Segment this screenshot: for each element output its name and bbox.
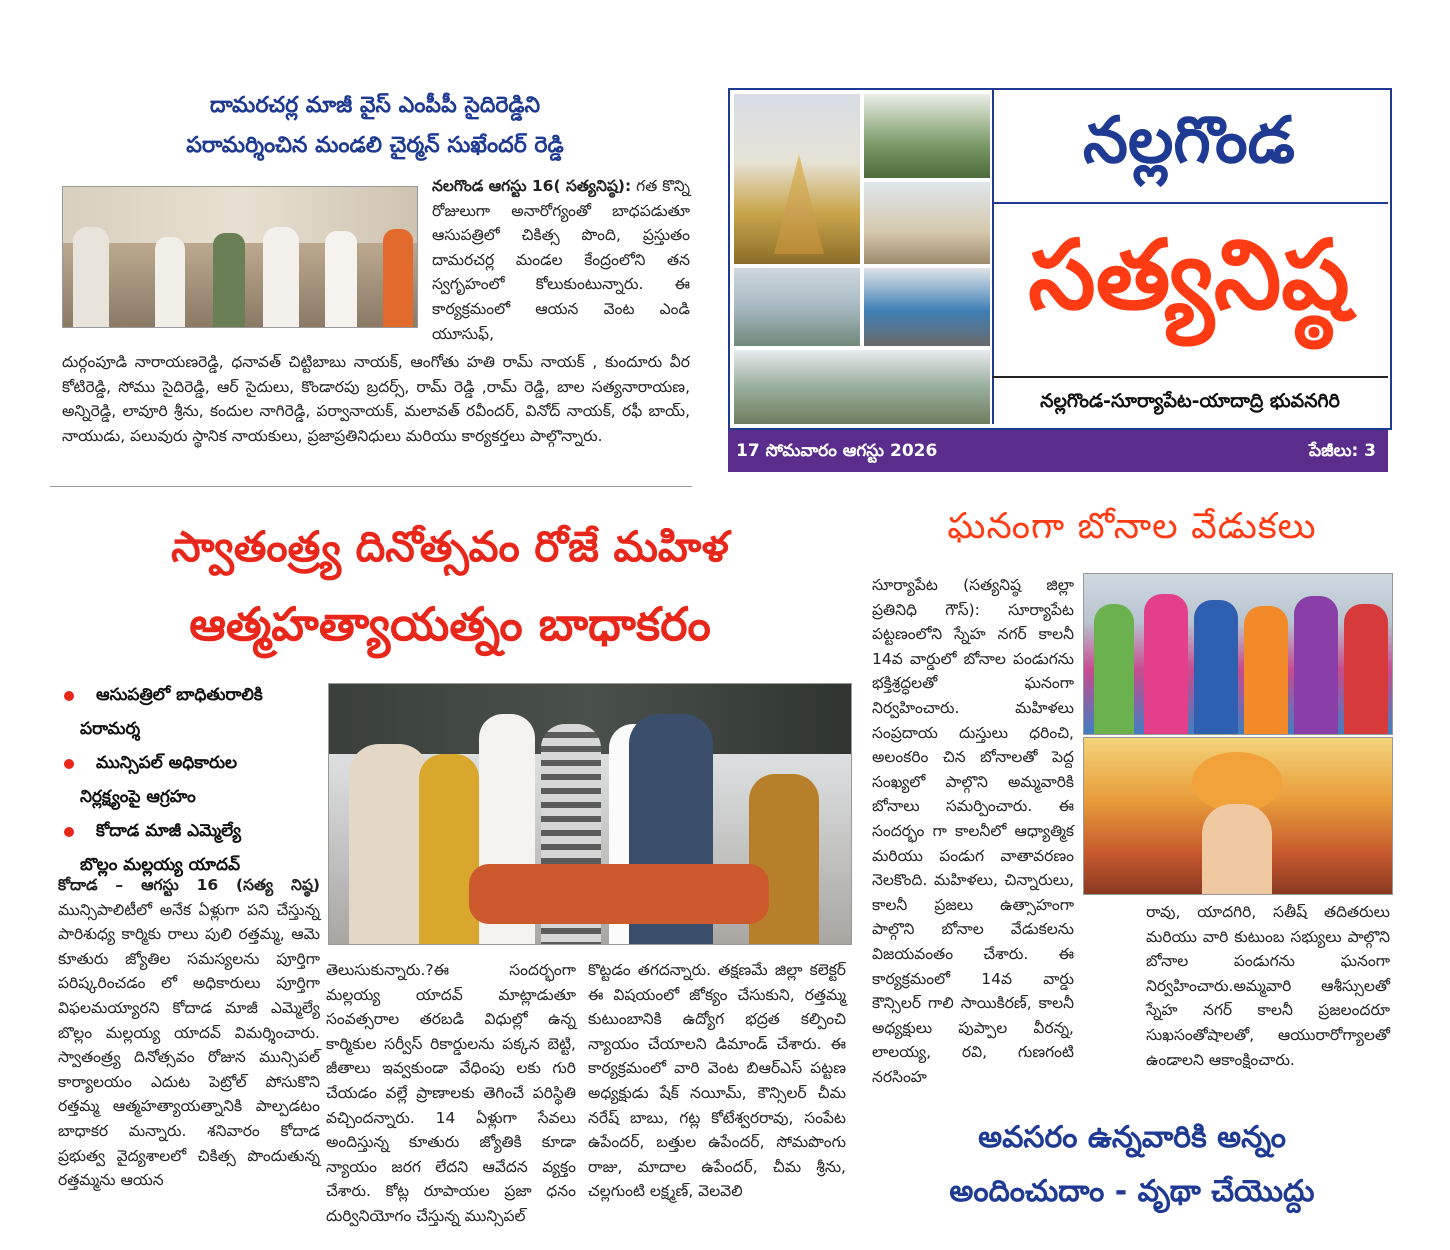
story3-photo-bottom xyxy=(1083,737,1393,895)
story2-bullet-1: ఆసుపత్రిలో బాధితురాలికి పరామర్శ xyxy=(96,678,316,746)
story1-text-narrow xyxy=(432,174,690,346)
story2-col1-text: మున్సిపాలిటీలో అనేక ఏళ్లుగా పని చేస్తున్న పారిశుధ్య కార్మికు రాలు పులి రత్తమ్మ, ఆమె కూతురు జ్యోతిల సమస్యలను పూర్తిగా పరిష్కరించడం లో అధికారులు పూర్తిగా విఫలమయ్యారని కోదాడ మాజీ ఎమ్మెల్యే బొల్లం మల్లయ్య యాదవ్ విమర్శించారు. స్వాతంత్ర్య దినోత్సవం రోజున మున్సిపల్ కార్యాలయం ఎదుట పెట్రోల్ పోసుకొని రత్తమ్మ ఆత్మహత్యాయత్నానికి పాల్పడటం బాధాకర మన్నారు. శనివారం కోదాడ ప్రభుత్వ వైద్యశాలలో చికిత్స పొందుతున్న రత్తమ్మను ఆయన xyxy=(58,900,320,1190)
story1-headline-line1: దామరచర్ల మాజీ వైస్ ఎంపీపీ సైదిరెడ్డిని xyxy=(209,93,541,118)
masthead-districts: నల్లగొండ-సూర్యాపేట-యాదాద్రి భువనగిరి xyxy=(992,376,1388,424)
story2-col3: కొట్టడం తగదన్నారు. తక్షణమే జిల్లా కలెక్టర్ ఈ విషయంలో జోక్యం చేసుకుని, రత్తమ్మ కుటుంబానికి ఉద్యోగ భద్రత కల్పించి న్యాయం చేయాలని డిమాండ్ చేశారు. ఈ కార్యక్రమంలో వారి వెంట బిఆర్ఎస్ పట్టణ అధ్యక్షుడు షేక్ నయీమ్, కౌన్సిలర్ చీమ నరేష్ బాబు, గట్ల కోటేశ్వరరావు, సంపేట ఉపేందర్, బత్తుల ఉపేందర్, సోమపొంగు రాజు, మాదాల ఉపేందర్, చీమ శ్రీను, చల్లగుంటి లక్ష్మణ్, వెలవెలి xyxy=(588,961,846,1201)
story1-headline-line2: పరామర్శించిన మండలి చైర్మన్ సుఖేందర్ రెడ్డి xyxy=(186,133,564,158)
story1-text-wide: దుర్గంపూడి నారాయణరెడ్డి, ధనావత్ చిట్టిబాబు నాయక్, ఆంగోతు హతి రామ్ నాయక్ , కుందూరు వీర కోటిరెడ్డి, సోము సైదిరెడ్డి, ఆర్ సైదులు, కొండారపు బ్రదర్స్, రామ్ రెడ్డి ,రామ్ రెడ్డి, బాల సత్యనారాయణ, అన్నిరెడ్డి, లావూరి శ్రీను, కందుల నాగిరెడ్డి, పర్వానాయక్, మలావత్ రవీందర్, వినోద్ నాయక్, రఫీ బాయ్, నాయుడు, పలువురు స్థానిక నాయకులు, ప్రజాప్రతినిధులు మరియు కార్యకర్తలు పాల్గొన్నారు. xyxy=(62,353,690,445)
story2-headline-line1: స్వాతంత్ర్య దినోత్సవం రోజే మహిళ xyxy=(171,522,729,571)
story1-body-narrow: గత కొన్ని రోజులుగా అనారోగ్యంతో బాధపడుతూ ఆసుపత్రిలో చికిత్స పొంది, ప్రస్తుతం దామరచర్ల మండల కేంద్రంలోని తన స్వగృహంలో కోలుకుంటున్నారు. ఈ కార్యక్రమంలో ఆయన వెంట ఎండి యూసుఫ్, xyxy=(432,177,690,343)
masthead-collage xyxy=(734,94,990,424)
page-number: పేజీలు: 3 xyxy=(1309,441,1376,461)
story2-col1 xyxy=(58,873,320,1193)
story2-dateline: కోదాడ – ఆగస్టు 16 (సత్య నిష్ఠ) xyxy=(58,876,320,894)
story2-bullet-3: కోదాడ మాజీ ఎమ్మెల్యే బొల్లం మల్లయ్య యాదవ్ xyxy=(96,814,316,882)
masthead-title-line2: సత్యనిష్ఠ xyxy=(1028,219,1350,331)
date-bar xyxy=(728,430,1388,472)
story3-text-right: రావు, యాదగిరి, సతీష్ తదితరులు మరియు వారి కుటుంబ సభ్యులు పాల్గొని బోనాల పండుగను ఘనంగా నిర్వహించారు.అమ్మవారి ఆశీస్సులతో స్నేహ నగర్ కాలనీ ప్రజలందరూ సుఖసంతోషాలతో, ఆయురారోగ్యాలతో ఉండాలని ఆకాంక్షించారు. xyxy=(1146,903,1390,1069)
story4-headline-line1: అవసరం ఉన్నవారికి అన్నం xyxy=(978,1120,1286,1155)
story2-headline-line2: ఆత్మహత్యాయత్నం బాధాకరం xyxy=(189,597,711,651)
story2-col2: తెలుసుకున్నారు.?ఈ సందర్భంగా మల్లయ్య యాదవ్ మాట్లాడుతూ సంవత్సరాల తరబడి విధుల్లో ఉన్న కార్మికుల సర్వీస్ రికార్డులను పక్కన బెట్టి, జీతాలు ఇవ్వకుండా వేధింపు లకు గురి చేయడం వల్లే ప్రాణాలకు తెగించే పరిస్థితి వచ్చిందన్నారు. 14 ఏళ్లుగా సేవలు అందిస్తున్న కూతురు జ్యోతికి కూడా న్యాయం జరగ లేదని ఆవేదన వ్యక్తం చేశారు. కోట్ల రూపాయల ప్రజా ధనం దుర్వినియోగం చేస్తున్న మున్సిపల్ xyxy=(326,961,576,1225)
story3-photo-top xyxy=(1083,573,1393,735)
story1-dateline: నలగొండ ఆగస్టు 16( సత్యనిష్ఠ): xyxy=(432,177,632,195)
story4-headline-line2: అందించుదాం - వృథా చేయొద్దు xyxy=(949,1174,1315,1209)
story2-bullet-2: మున్సిపల్ అధికారుల నిర్లక్ష్యంపై ఆగ్రహం xyxy=(96,746,316,814)
story3-headline: ఘనంగా బోనాల వేడుకలు xyxy=(947,506,1317,547)
story1-photo xyxy=(62,186,418,328)
story2-photo xyxy=(328,683,852,945)
section-divider xyxy=(50,486,692,487)
story3-text-top: సూర్యాపేట (సత్యనిష్ఠ జిల్లా ప్రతినిధి గౌస్): సూర్యాపేట పట్టణంలోని స్నేహ నగర్ కాలనీ 14వ వార్డులో బోనాల పండుగను భక్తిశ్రద్ధలతో ఘనంగా నిర్వహించారు. మహిళలు సంప్రదాయ దుస్తులు ధరించి, అలంకరిం చిన బోనాలతో పెద్ద సంఖ్యలో పాల్గొని అమ్మవారికి బోనాలు సమర్పించారు. ఈ సందర్భం గా కాలనీలో ఆధ్యాత్మిక మరియు పండుగ వాతావరణం నెలకొంది. మహిళలు, చిన్నారులు, కాలనీ ప్రజలు ఉత్సాహంగా పాల్గొని బోనాల వేడుకలను విజయవంతం చేశారు. ఈ కార్యక్రమంలో 14వ వార్డు కౌన్సిలర్ గాలి సాయికిరణ్, కాలనీ అధ్యక్షులు పుప్పాల వీరన్న, లాలయ్య, రవి, గుణగంటి నరసింహ xyxy=(872,576,1074,1086)
masthead xyxy=(728,88,1392,430)
issue-date: 17 సోమవారం ఆగస్టు 2026 xyxy=(736,441,938,461)
masthead-title-line1: నల్లగొండ xyxy=(1083,104,1295,178)
